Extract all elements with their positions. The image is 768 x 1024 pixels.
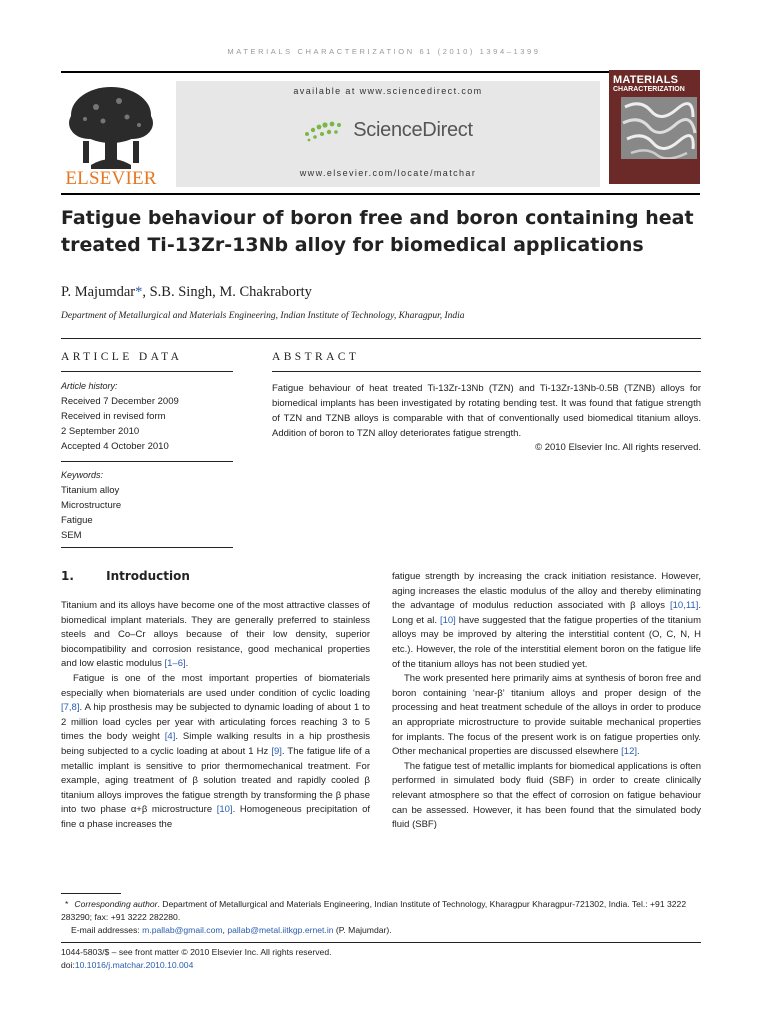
footnote-corresponding: [61, 898, 701, 923]
section-title: Introduction: [106, 569, 190, 583]
citation-link[interactable]: [4]: [164, 731, 176, 743]
sciencedirect-wordmark: ScienceDirect: [353, 119, 473, 141]
intro-paragraph-3: fatigue strength by increasing the crack initiation resistance. However, aging increases the elastic modulus of the alloy and thereby eliminating the advantage of modulus reduction associated with β alloys [10,11]. Long et al. [10] have suggested that the fatigue properties of the titanium alloys may be improved by altering the interstitial content (O, C, N, H etc.). However, the role of the interstitial element boron on the fatigue life of the titanium alloys has not been studied yet.: [392, 571, 701, 670]
history-received: Received 7 December 2009: [61, 396, 179, 407]
email-link-2[interactable]: pallab@metal.iitkgp.ernet.in: [227, 925, 334, 935]
footnote-emails: E-mail addresses: m.pallab@gmail.com, pallab@metal.iitkgp.ernet.in (P. Majumdar).: [71, 925, 392, 935]
footnote-star-icon: *: [65, 899, 69, 909]
article-title: Fatigue behaviour of boron free and boron containing heat treated Ti-13Zr-13Nb alloy for biomedical applications: [61, 207, 694, 256]
intro-paragraph-1: Titanium and its alloys have become one of the most attractive classes of biomedical implant materials. They are generally preferred to stainless steels and Co–Cr alloys because of their low density, superior biocompatibility and corrosion resistance, good mechanical properties and low elastic modulus [1–6].: [61, 600, 370, 670]
keyword-item: SEM: [61, 530, 82, 541]
footnote-text: . Department of Metallurgical and Materials Engineering, Indian Institute of Technology, Kharagpur Kharagpur-721302, India. Tel.: +91 3222 283290; fax: +91 3222 282280.: [61, 899, 687, 922]
journal-homepage-link[interactable]: www.elsevier.com/locate/matchar: [299, 168, 477, 178]
section-heading-introduction: [61, 569, 190, 583]
divider-abstract: [272, 371, 701, 372]
cover-subtitle: CHARACTERIZATION: [613, 86, 685, 93]
sciencedirect-dots-icon: [303, 120, 347, 142]
footnote-bottom-divider: [61, 942, 701, 943]
keywords-label: Keywords:: [61, 470, 104, 480]
author-others: , S.B. Singh, M. Chakraborty: [142, 284, 312, 300]
citation-link[interactable]: [10]: [439, 614, 456, 626]
article-data-heading: ARTICLE DATA: [61, 351, 183, 363]
citation-link[interactable]: [10]: [216, 804, 233, 816]
footnote-divider: [61, 893, 121, 894]
intro-paragraph-2: Fatigue is one of the most important properties of biomaterials especially when biomaterials are used under condition of cyclic loading [7,8]. A hip prosthesis may be subjected to dynamic loading of about 1 to 2 million load cycles per year with articulating forces reaching 3 to 5 times the body weight [4]. Simple walking results in a hip prosthesis being subjected to a cyclic loading at about 1 Hz [9]. The fatigue life of a metallic implant is sensitive to prior thermomechanical treatment. For example, aging treatment of β solution treated and rapidly cooled β titanium alloys improves the fatigue strength by transforming the β phase into two phase α+β microstructure [10]. Homogeneous precipitation of fine α phase increases the: [61, 672, 370, 830]
author-majumdar: P. Majumdar: [61, 284, 136, 300]
doi-link[interactable]: 10.1016/j.matchar.2010.10.004: [74, 960, 194, 970]
history-revised-date: 2 September 2010: [61, 426, 140, 437]
cover-micrograph-icon: [621, 97, 697, 159]
section-number: 1.: [61, 569, 74, 583]
citation-link[interactable]: [10,11]: [670, 600, 699, 612]
intro-paragraph-4: The work presented here primarily aims at synthesis of boron free and boron containing ‘near-β’ titanium alloys and proper design of the processing and heat treatment schedule of the alloys in order to produce an appropriate microstructure to provide suitable mechanical properties for implants. The focus of the present work is on fatigue properties only. Other mechanical properties are discussed elsewhere [12].: [392, 673, 701, 758]
keywords-block: [61, 468, 236, 543]
keyword-item: Microstructure: [61, 500, 122, 511]
citation-link[interactable]: [1–6]: [164, 658, 186, 670]
abstract-heading: ABSTRACT: [272, 351, 360, 363]
divider-top: [61, 338, 701, 339]
corresponding-author-star-icon[interactable]: *: [135, 284, 143, 300]
citation-link[interactable]: [12]: [621, 746, 638, 758]
author-list: [61, 284, 312, 301]
citation-link[interactable]: [7,8]: [61, 702, 80, 714]
keyword-item: Titanium alloy: [61, 485, 120, 496]
citation-link[interactable]: [9]: [271, 745, 282, 757]
article-history: [61, 379, 236, 454]
email-link-1[interactable]: m.pallab@gmail.com: [142, 925, 223, 935]
doi-line: doi:10.1016/j.matchar.2010.10.004: [61, 960, 194, 970]
sciencedirect-availability[interactable]: available at www.sciencedirect.com: [293, 86, 483, 96]
left-column: [61, 599, 370, 833]
journal-citation: MATERIALS CHARACTERIZATION 61 (2010) 1394–1399: [227, 47, 541, 56]
journal-cover-image: [609, 70, 700, 184]
elsevier-wordmark: ELSEVIER: [65, 168, 157, 189]
affiliation: Department of Metallurgical and Materials Engineering, Indian Institute of Technology, Kharagpur, India: [61, 311, 465, 321]
keyword-item: Fatigue: [61, 515, 93, 526]
history-revised-label: Received in revised form: [61, 411, 166, 422]
abstract-text: Fatigue behaviour of heat treated Ti-13Zr-13Nb (TZN) and Ti-13Zr-13Nb-0.5B (TZNB) alloys for biomedical implants has been investigated by rotating bending test. It was found that fatigue strength of TZN and TZNB alloys is comparable with that of conventionally used biomedical titanium alloys. Addition of boron to TZN alloy deteriorates fatigue strength.: [272, 383, 701, 439]
cover-title: MATERIALS: [613, 74, 679, 86]
abstract-copyright: © 2010 Elsevier Inc. All rights reserved.: [535, 442, 701, 453]
history-label: Article history:: [61, 381, 118, 391]
intro-paragraph-5: The fatigue test of metallic implants for biomedical applications is often performed in simulated body fluid (SBF) in order to create clinically relevant atmosphere so that the effect of corrosion on fatigue behaviour can be assessed. However, it has been found that the simulated body fluid (SBF): [392, 760, 701, 831]
divider-article-data: [61, 371, 233, 372]
history-accepted: Accepted 4 October 2010: [61, 441, 169, 452]
right-column: [392, 570, 701, 833]
sciencedirect-logo: [176, 119, 600, 142]
footnote-label: Corresponding author: [74, 899, 158, 909]
divider-history: [61, 461, 233, 462]
divider-keywords: [61, 547, 233, 548]
issn-line: 1044-5803/$ – see front matter © 2010 Elsevier Inc. All rights reserved.: [61, 947, 332, 957]
